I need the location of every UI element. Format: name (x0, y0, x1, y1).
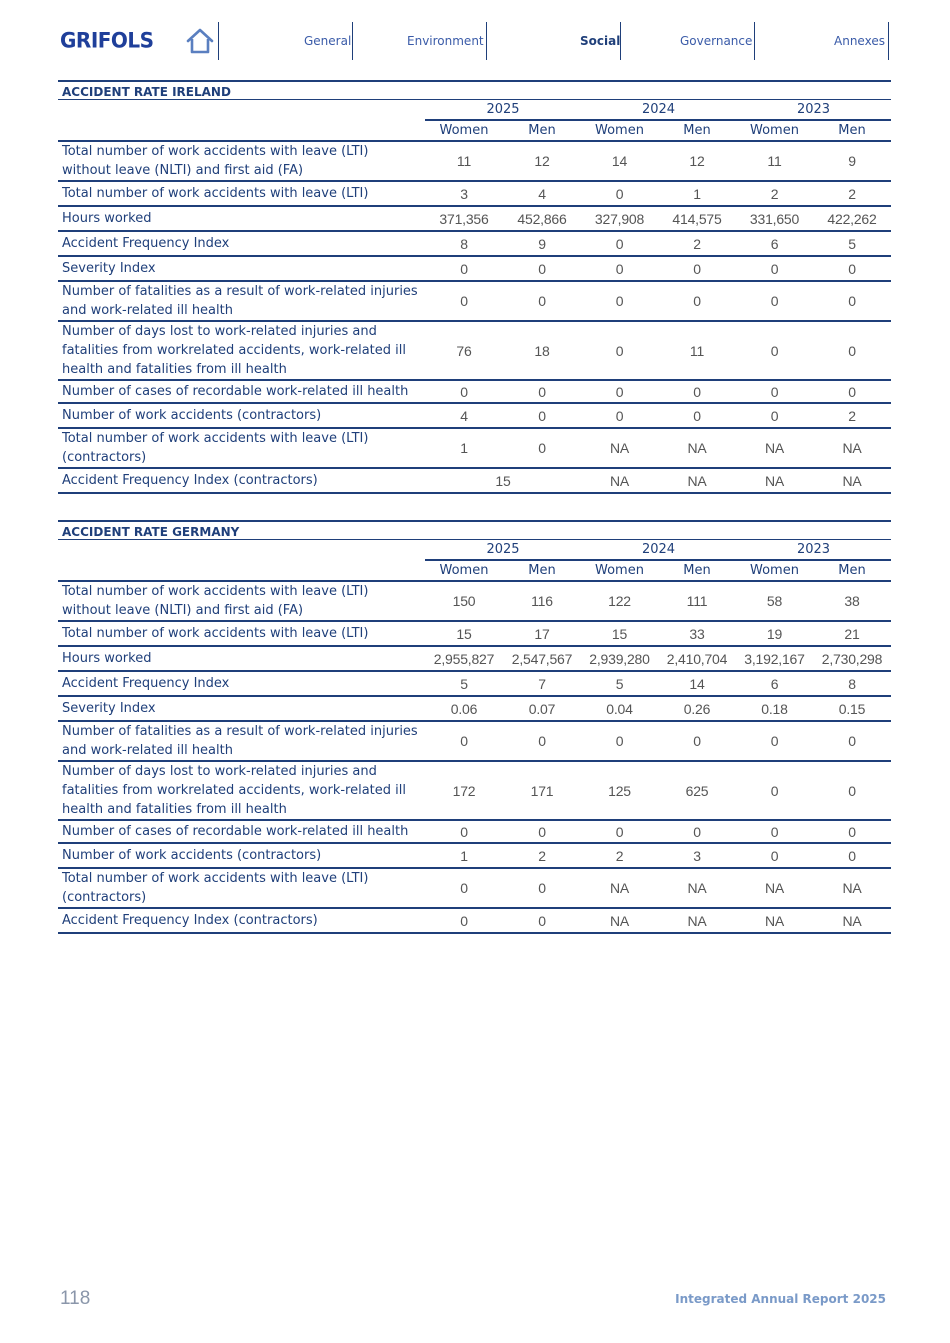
nav-governance[interactable]: Governance (680, 34, 753, 48)
row-label: Total number of work accidents with leave (LTI) without leave (NLTI) and first aid (FA) (58, 141, 425, 181)
table-row (58, 468, 891, 493)
cell-value: 0 (581, 820, 658, 843)
cell-value: 76 (425, 321, 503, 380)
cell-value: 0 (813, 380, 891, 403)
cell-value: 0 (813, 820, 891, 843)
table-row (58, 671, 891, 696)
accident-rate-germany-table (58, 540, 891, 934)
cell-value: 2 (813, 403, 891, 428)
cell-value: NA (813, 908, 891, 933)
page-number: 118 (60, 1288, 91, 1309)
cell-value: 12 (658, 141, 736, 181)
row-label: Total number of work accidents with leave (LTI) without leave (NLTI) and first aid (FA) (58, 581, 425, 621)
cell-value: 0 (425, 380, 503, 403)
cell-value: 0 (581, 380, 658, 403)
cell-value: 0 (658, 820, 736, 843)
gender-header: Men (658, 120, 736, 141)
cell-value: 5 (425, 671, 503, 696)
cell-value: 0 (736, 403, 813, 428)
cell-value: 1 (658, 181, 736, 206)
row-label: Severity Index (58, 696, 425, 721)
cell-value: 8 (813, 671, 891, 696)
table-row (58, 908, 891, 933)
table-row (58, 581, 891, 621)
cell-value: 0 (503, 403, 581, 428)
table-row (58, 696, 891, 721)
cell-value: 2,547,567 (503, 646, 581, 671)
table-row (58, 721, 891, 761)
cell-value: 0 (425, 721, 503, 761)
cell-value: 4 (425, 403, 503, 428)
cell-value: 331,650 (736, 206, 813, 231)
row-label: Number of work accidents (contractors) (58, 843, 425, 868)
cell-value: 0 (736, 256, 813, 281)
table-row (58, 621, 891, 646)
cell-value: 0 (736, 380, 813, 403)
cell-value: 14 (658, 671, 736, 696)
cell-value: 0 (813, 843, 891, 868)
cell-value: 4 (503, 181, 581, 206)
table-title: ACCIDENT RATE GERMANY (58, 520, 891, 540)
cell-value: 1 (425, 428, 503, 468)
cell-value: 0.07 (503, 696, 581, 721)
cell-value: NA (658, 468, 736, 493)
cell-value: 150 (425, 581, 503, 621)
cell-value: 0.15 (813, 696, 891, 721)
cell-value: 17 (503, 621, 581, 646)
cell-value: 0 (813, 256, 891, 281)
cell-value: 2 (813, 181, 891, 206)
cell-value: 125 (581, 761, 658, 820)
cell-value: 0 (581, 256, 658, 281)
year-header: 2024 (581, 540, 736, 560)
row-label: Hours worked (58, 206, 425, 231)
row-label: Number of days lost to work-related injuries and fatalities from workrelated accidents, work-related ill health and fatalities from ill health (58, 321, 425, 380)
row-label: Total number of work accidents with leave (LTI) (contractors) (58, 868, 425, 908)
cell-value: 0 (658, 721, 736, 761)
cell-value: NA (736, 428, 813, 468)
cell-value: 38 (813, 581, 891, 621)
cell-value: NA (813, 868, 891, 908)
table-row (58, 820, 891, 843)
row-label: Severity Index (58, 256, 425, 281)
cell-value: 0 (736, 761, 813, 820)
table-row (58, 321, 891, 380)
cell-value: 0 (503, 281, 581, 321)
row-label: Hours worked (58, 646, 425, 671)
row-label: Accident Frequency Index (58, 231, 425, 256)
cell-value: 122 (581, 581, 658, 621)
cell-value: 11 (736, 141, 813, 181)
cell-value: NA (813, 428, 891, 468)
nav-divider (888, 22, 889, 60)
cell-value: 0 (736, 820, 813, 843)
cell-value: NA (736, 868, 813, 908)
cell-value: NA (658, 908, 736, 933)
cell-value: 2 (503, 843, 581, 868)
cell-value: 116 (503, 581, 581, 621)
gender-header: Women (425, 120, 503, 141)
cell-value: 0 (658, 281, 736, 321)
cell-value: 0 (503, 868, 581, 908)
year-header: 2025 (425, 540, 581, 560)
gender-header: Men (813, 120, 891, 141)
row-label: Total number of work accidents with leave (LTI) (58, 621, 425, 646)
cell-value: 0 (581, 181, 658, 206)
report-title: Integrated Annual Report 2025 (675, 1292, 886, 1306)
cell-value: 452,866 (503, 206, 581, 231)
cell-value: 33 (658, 621, 736, 646)
cell-value: NA (581, 428, 658, 468)
cell-value: 0 (425, 908, 503, 933)
header-blank (58, 560, 425, 581)
cell-value: 9 (503, 231, 581, 256)
row-label: Total number of work accidents with leave (LTI) (58, 181, 425, 206)
table-row (58, 256, 891, 281)
cell-value: 0 (658, 380, 736, 403)
cell-value: 0 (658, 256, 736, 281)
nav-divider (218, 22, 219, 60)
cell-value: 0 (736, 281, 813, 321)
cell-value: 15 (425, 621, 503, 646)
cell-value: 0 (813, 761, 891, 820)
cell-value: 0 (503, 721, 581, 761)
cell-value: 7 (503, 671, 581, 696)
table-row (58, 206, 891, 231)
cell-value: 18 (503, 321, 581, 380)
year-header: 2025 (425, 100, 581, 120)
table-row (58, 868, 891, 908)
cell-value: 0 (736, 321, 813, 380)
cell-value: 371,356 (425, 206, 503, 231)
row-label: Number of days lost to work-related injuries and fatalities from workrelated accidents, work-related ill health and fatalities from ill health (58, 761, 425, 820)
cell-value: 2 (658, 231, 736, 256)
germany-section (58, 520, 891, 934)
cell-value: 3,192,167 (736, 646, 813, 671)
gender-header: Women (581, 560, 658, 581)
nav-general[interactable]: General (304, 34, 352, 48)
cell-value: 9 (813, 141, 891, 181)
cell-value: 0.18 (736, 696, 813, 721)
table-row (58, 380, 891, 403)
cell-value: 6 (736, 231, 813, 256)
cell-value: 2,410,704 (658, 646, 736, 671)
year-header: 2023 (736, 540, 891, 560)
table-title: ACCIDENT RATE IRELAND (58, 80, 891, 100)
cell-value: 0 (503, 256, 581, 281)
cell-value: 0 (425, 281, 503, 321)
table-row (58, 231, 891, 256)
cell-value: 1 (425, 843, 503, 868)
cell-value: 2,939,280 (581, 646, 658, 671)
cell-value: 0 (425, 868, 503, 908)
page-header (0, 0, 950, 70)
cell-value: 19 (736, 621, 813, 646)
row-label: Number of cases of recordable work-related ill health (58, 820, 425, 843)
gender-header: Women (425, 560, 503, 581)
cell-value: 422,262 (813, 206, 891, 231)
cell-value: NA (581, 868, 658, 908)
cell-value: 58 (736, 581, 813, 621)
cell-value: 15 (581, 621, 658, 646)
table-row (58, 428, 891, 468)
cell-value: NA (581, 908, 658, 933)
cell-value: 2 (736, 181, 813, 206)
cell-value: 172 (425, 761, 503, 820)
cell-value: 11 (425, 141, 503, 181)
year-header: 2024 (581, 100, 736, 120)
cell-value: 0 (736, 721, 813, 761)
cell-value: 0 (581, 281, 658, 321)
cell-value: 327,908 (581, 206, 658, 231)
table-row (58, 843, 891, 868)
cell-value: 21 (813, 621, 891, 646)
grifols-logo[interactable]: GRIFOLS (60, 27, 154, 53)
row-label: Total number of work accidents with leave (LTI) (contractors) (58, 428, 425, 468)
cell-value: 0 (813, 281, 891, 321)
nav-environment[interactable]: Environment (407, 34, 484, 48)
cell-value: 5 (813, 231, 891, 256)
cell-value: NA (736, 908, 813, 933)
cell-value: 11 (658, 321, 736, 380)
row-label: Number of cases of recordable work-related ill health (58, 380, 425, 403)
cell-value: 0 (658, 403, 736, 428)
row-label: Number of fatalities as a result of work-related injuries and work-related ill health (58, 721, 425, 761)
cell-value: 0 (581, 721, 658, 761)
cell-value: 0 (503, 820, 581, 843)
home-icon[interactable] (185, 27, 215, 55)
cell-value: 3 (658, 843, 736, 868)
gender-header: Men (503, 560, 581, 581)
cell-value: 0 (425, 820, 503, 843)
cell-value: 0 (736, 843, 813, 868)
cell-value: 0 (425, 256, 503, 281)
cell-value: 0.04 (581, 696, 658, 721)
cell-value: 6 (736, 671, 813, 696)
cell-value: 0 (813, 321, 891, 380)
nav-divider (620, 22, 621, 60)
gender-header: Men (658, 560, 736, 581)
header-blank (58, 100, 425, 120)
accident-rate-ireland-table (58, 100, 891, 494)
table-row (58, 181, 891, 206)
cell-value: 12 (503, 141, 581, 181)
nav-social[interactable]: Social (580, 34, 621, 48)
header-blank (58, 540, 425, 560)
row-label: Accident Frequency Index (58, 671, 425, 696)
cell-value: NA (658, 868, 736, 908)
gender-header: Men (503, 120, 581, 141)
cell-value: 2,955,827 (425, 646, 503, 671)
cell-value: 0 (503, 428, 581, 468)
row-label: Number of work accidents (contractors) (58, 403, 425, 428)
cell-value: 5 (581, 671, 658, 696)
row-label: Number of fatalities as a result of work-related injuries and work-related ill health (58, 281, 425, 321)
cell-value: 171 (503, 761, 581, 820)
cell-value: 0.26 (658, 696, 736, 721)
nav-annexes[interactable]: Annexes (834, 34, 885, 48)
cell-value: 2 (581, 843, 658, 868)
header-blank (58, 120, 425, 141)
gender-header: Men (813, 560, 891, 581)
nav-divider (754, 22, 755, 60)
gender-header: Women (736, 560, 813, 581)
cell-value: 414,575 (658, 206, 736, 231)
cell-value: 111 (658, 581, 736, 621)
cell-value: 0 (581, 321, 658, 380)
ireland-section (58, 80, 891, 494)
cell-value: 0 (503, 380, 581, 403)
cell-value: NA (581, 468, 658, 493)
cell-value: 0 (503, 908, 581, 933)
cell-value: NA (813, 468, 891, 493)
cell-value: 0.06 (425, 696, 503, 721)
cell-value: 625 (658, 761, 736, 820)
cell-value: 3 (425, 181, 503, 206)
table-row (58, 403, 891, 428)
cell-value: 0 (813, 721, 891, 761)
cell-value: 8 (425, 231, 503, 256)
row-label: Accident Frequency Index (contractors) (58, 468, 425, 493)
nav-divider (486, 22, 487, 60)
table-row (58, 141, 891, 181)
cell-value: NA (658, 428, 736, 468)
year-header: 2023 (736, 100, 891, 120)
cell-value: NA (736, 468, 813, 493)
cell-value: 0 (581, 403, 658, 428)
cell-value: 2,730,298 (813, 646, 891, 671)
cell-value: 14 (581, 141, 658, 181)
gender-header: Women (581, 120, 658, 141)
cell-value: 0 (581, 231, 658, 256)
table-row (58, 281, 891, 321)
table-row (58, 761, 891, 820)
nav-divider (352, 22, 353, 60)
table-row (58, 646, 891, 671)
row-label: Accident Frequency Index (contractors) (58, 908, 425, 933)
cell-value: 15 (425, 468, 581, 493)
gender-header: Women (736, 120, 813, 141)
